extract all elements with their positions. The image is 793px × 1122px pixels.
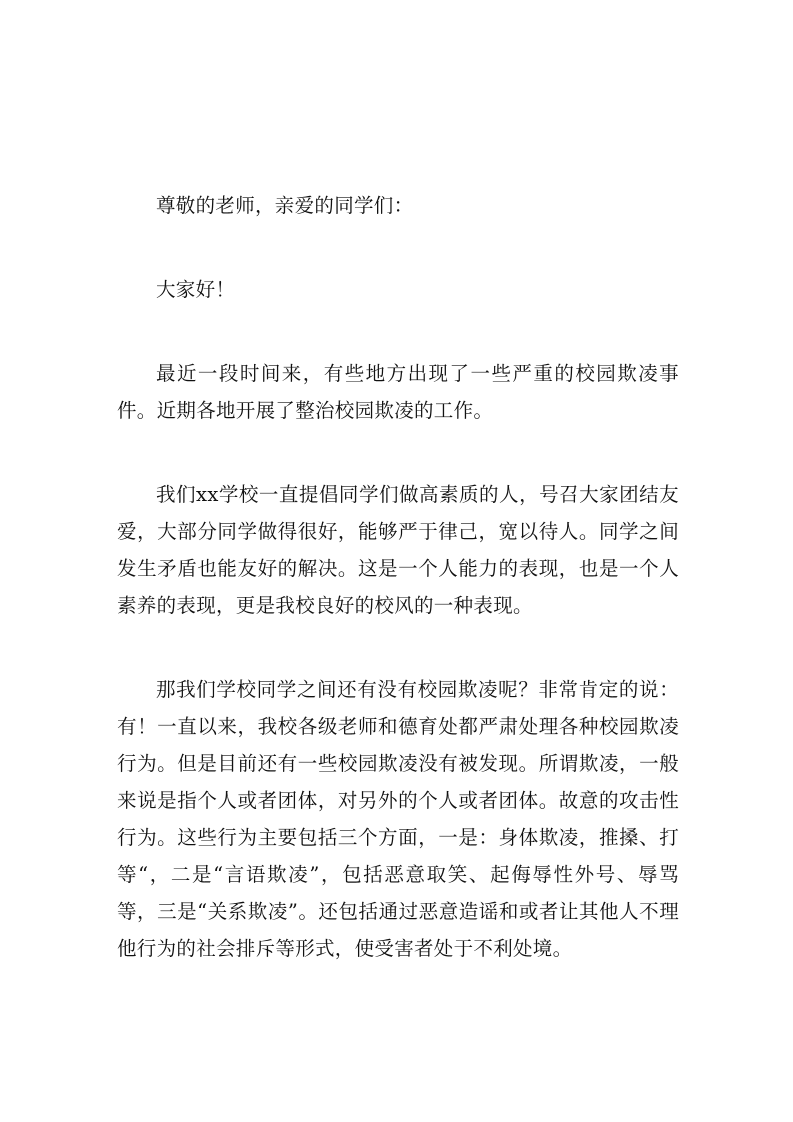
- salutation: 尊敬的老师，亲爱的同学们：: [156, 194, 414, 217]
- paragraph-gap: [117, 224, 679, 271]
- document-page: [117, 187, 679, 967]
- paragraph-1: 最近一段时间来，有些地方出现了一些严重的校园欺凌事件。近期各地开展了整治校园欺凌的工作。: [117, 362, 679, 422]
- paragraph-gap: [117, 624, 679, 671]
- paragraph-gap: [117, 308, 679, 355]
- greeting: 大家好！: [156, 278, 236, 301]
- paragraph-gap: [117, 429, 679, 476]
- paragraph-3: 那我们学校同学之间还有没有校园欺凌呢？非常肯定的说：有！一直以来，我校各级老师和德育处都严肃处理各种校园欺凌行为。但是目前还有一些校园欺凌没有被发现。所谓欺凌，一般来说是指个人或者团体，对另外的个人或者团体。故意的攻击性行为。这些行为主要包括三个方面，一是：身体欺凌，推搡、打等“，二是“言语欺凌”，包括恶意取笑、起侮辱性外号、辱骂等，三是“关系欺凌”。还包括通过恶意造谣和或者让其他人不理他行为的社会排斥等形式，使受害者处于不利处境。: [117, 678, 679, 960]
- paragraph-2: 我们xx学校一直提倡同学们做高素质的人，号召大家团结友爱，大部分同学做得很好，能够严于律己，宽以待人。同学之间发生矛盾也能友好的解决。这是一个人能力的表现，也是一个人素养的表现，更是我校良好的校风的一种表现。: [117, 483, 679, 617]
